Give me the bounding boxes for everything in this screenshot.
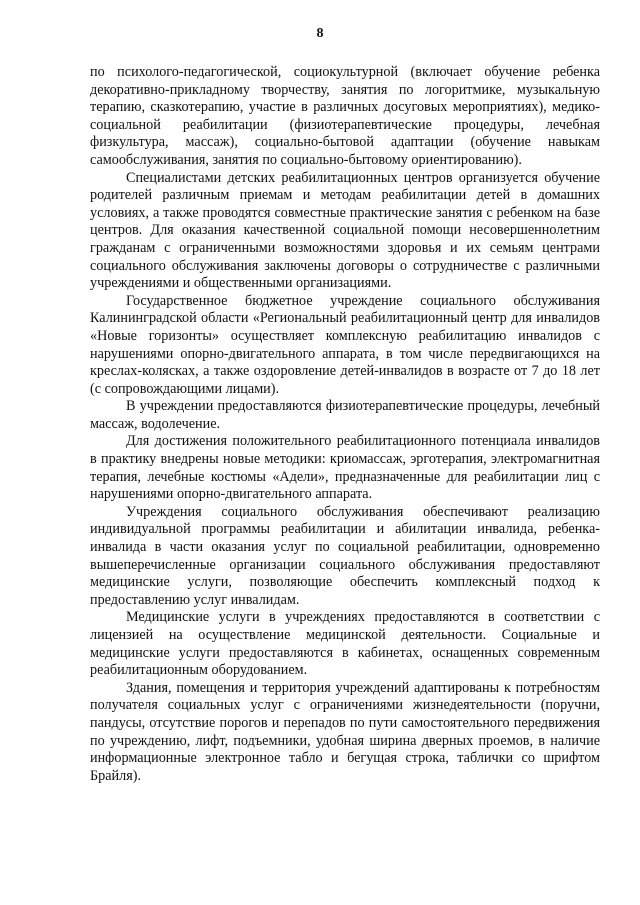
paragraph-individual-program: Учреждения социального обслуживания обеспечивают реализацию индивидуальной программы реабилитации и абилитации инвалида, ребенка-инвалида в части оказания услуг по социальной реабилитации, одновременно вышеперечисленные организации социального обслуживания предоставляют медицинские услуги, позволяющие обеспечить комплексный подход к предоставлению услуг инвалидам. [90,503,600,608]
paragraph-accessibility: Здания, помещения и территория учреждений адаптированы к потребностям получателя социальных услуг с ограничениями жизнедеятельности (поручни, пандусы, отсутствие порогов и перепадов по пути самостоятельного передвижения по учреждению, лифт, подъемники, удобная ширина дверных проемов, в наличие информационные электронное табло и бегущая строка, таблички со шрифтом Брайля). [90,679,600,784]
paragraph-rehab-center: Государственное бюджетное учреждение социального обслуживания Калининградской области «Региональный реабилитационный центр для инвалидов «Новые горизонты» осуществляет комплексную реабилитацию инвалидов с нарушениями опорно-двигательного аппарата, в том числе передвигающихся на креслах-колясках, а также оздоровление детей-инвалидов в возрасте от 7 до 18 лет (с сопровождающими лицами). [90,292,600,397]
paragraph-procedures: В учреждении предоставляются физиотерапевтические процедуры, лечебный массаж, водолечение. [90,398,600,432]
paragraph-continuation: по психолого-педагогической, социокультурной (включает обучение ребенка декоративно-прикладному творчеству, занятия по логоритмике, музыкальную терапию, сказкотерапию, участие в различных досуговых мероприятиях), медико-социальной реабилитации (физиотерапевтические процедуры, лечебная физкультура, массаж), социально-бытовой адаптации (обучение навыкам самообслуживания, занятия по социально-бытовому ориентированию). [90,64,600,168]
body-text [90,64,600,785]
paragraph-parent-training: Специалистами детских реабилитационных центров организуется обучение родителей различным приемам и методам реабилитации детей в домашних условиях, а также проводятся совместные практические занятия с ребенком на базе центров. Для оказания качественной социальной помощи несовершеннолетним гражданам с ограниченными возможностями здоровья и их семьям центрами социального обслуживания заключены договоры о сотрудничестве с различными учреждениями и общественными организациями. [90,169,600,292]
paragraph-methods: Для достижения положительного реабилитационного потенциала инвалидов в практику внедрены новые методики: криомассаж, эрготерапия, электромагнитная терапия, лечебные костюмы «Адели», предназначенные для реабилитации лиц с нарушениями опорно-двигательного аппарата. [90,433,600,503]
page-number: 8 [316,26,324,41]
paragraph-medical-services: Медицинские услуги в учреждениях предоставляются в соответствии с лицензией на осуществление медицинской деятельности. Социальные и медицинские услуги предоставляются в кабинетах, оснащенных современным реабилитационным оборудованием. [90,609,600,679]
